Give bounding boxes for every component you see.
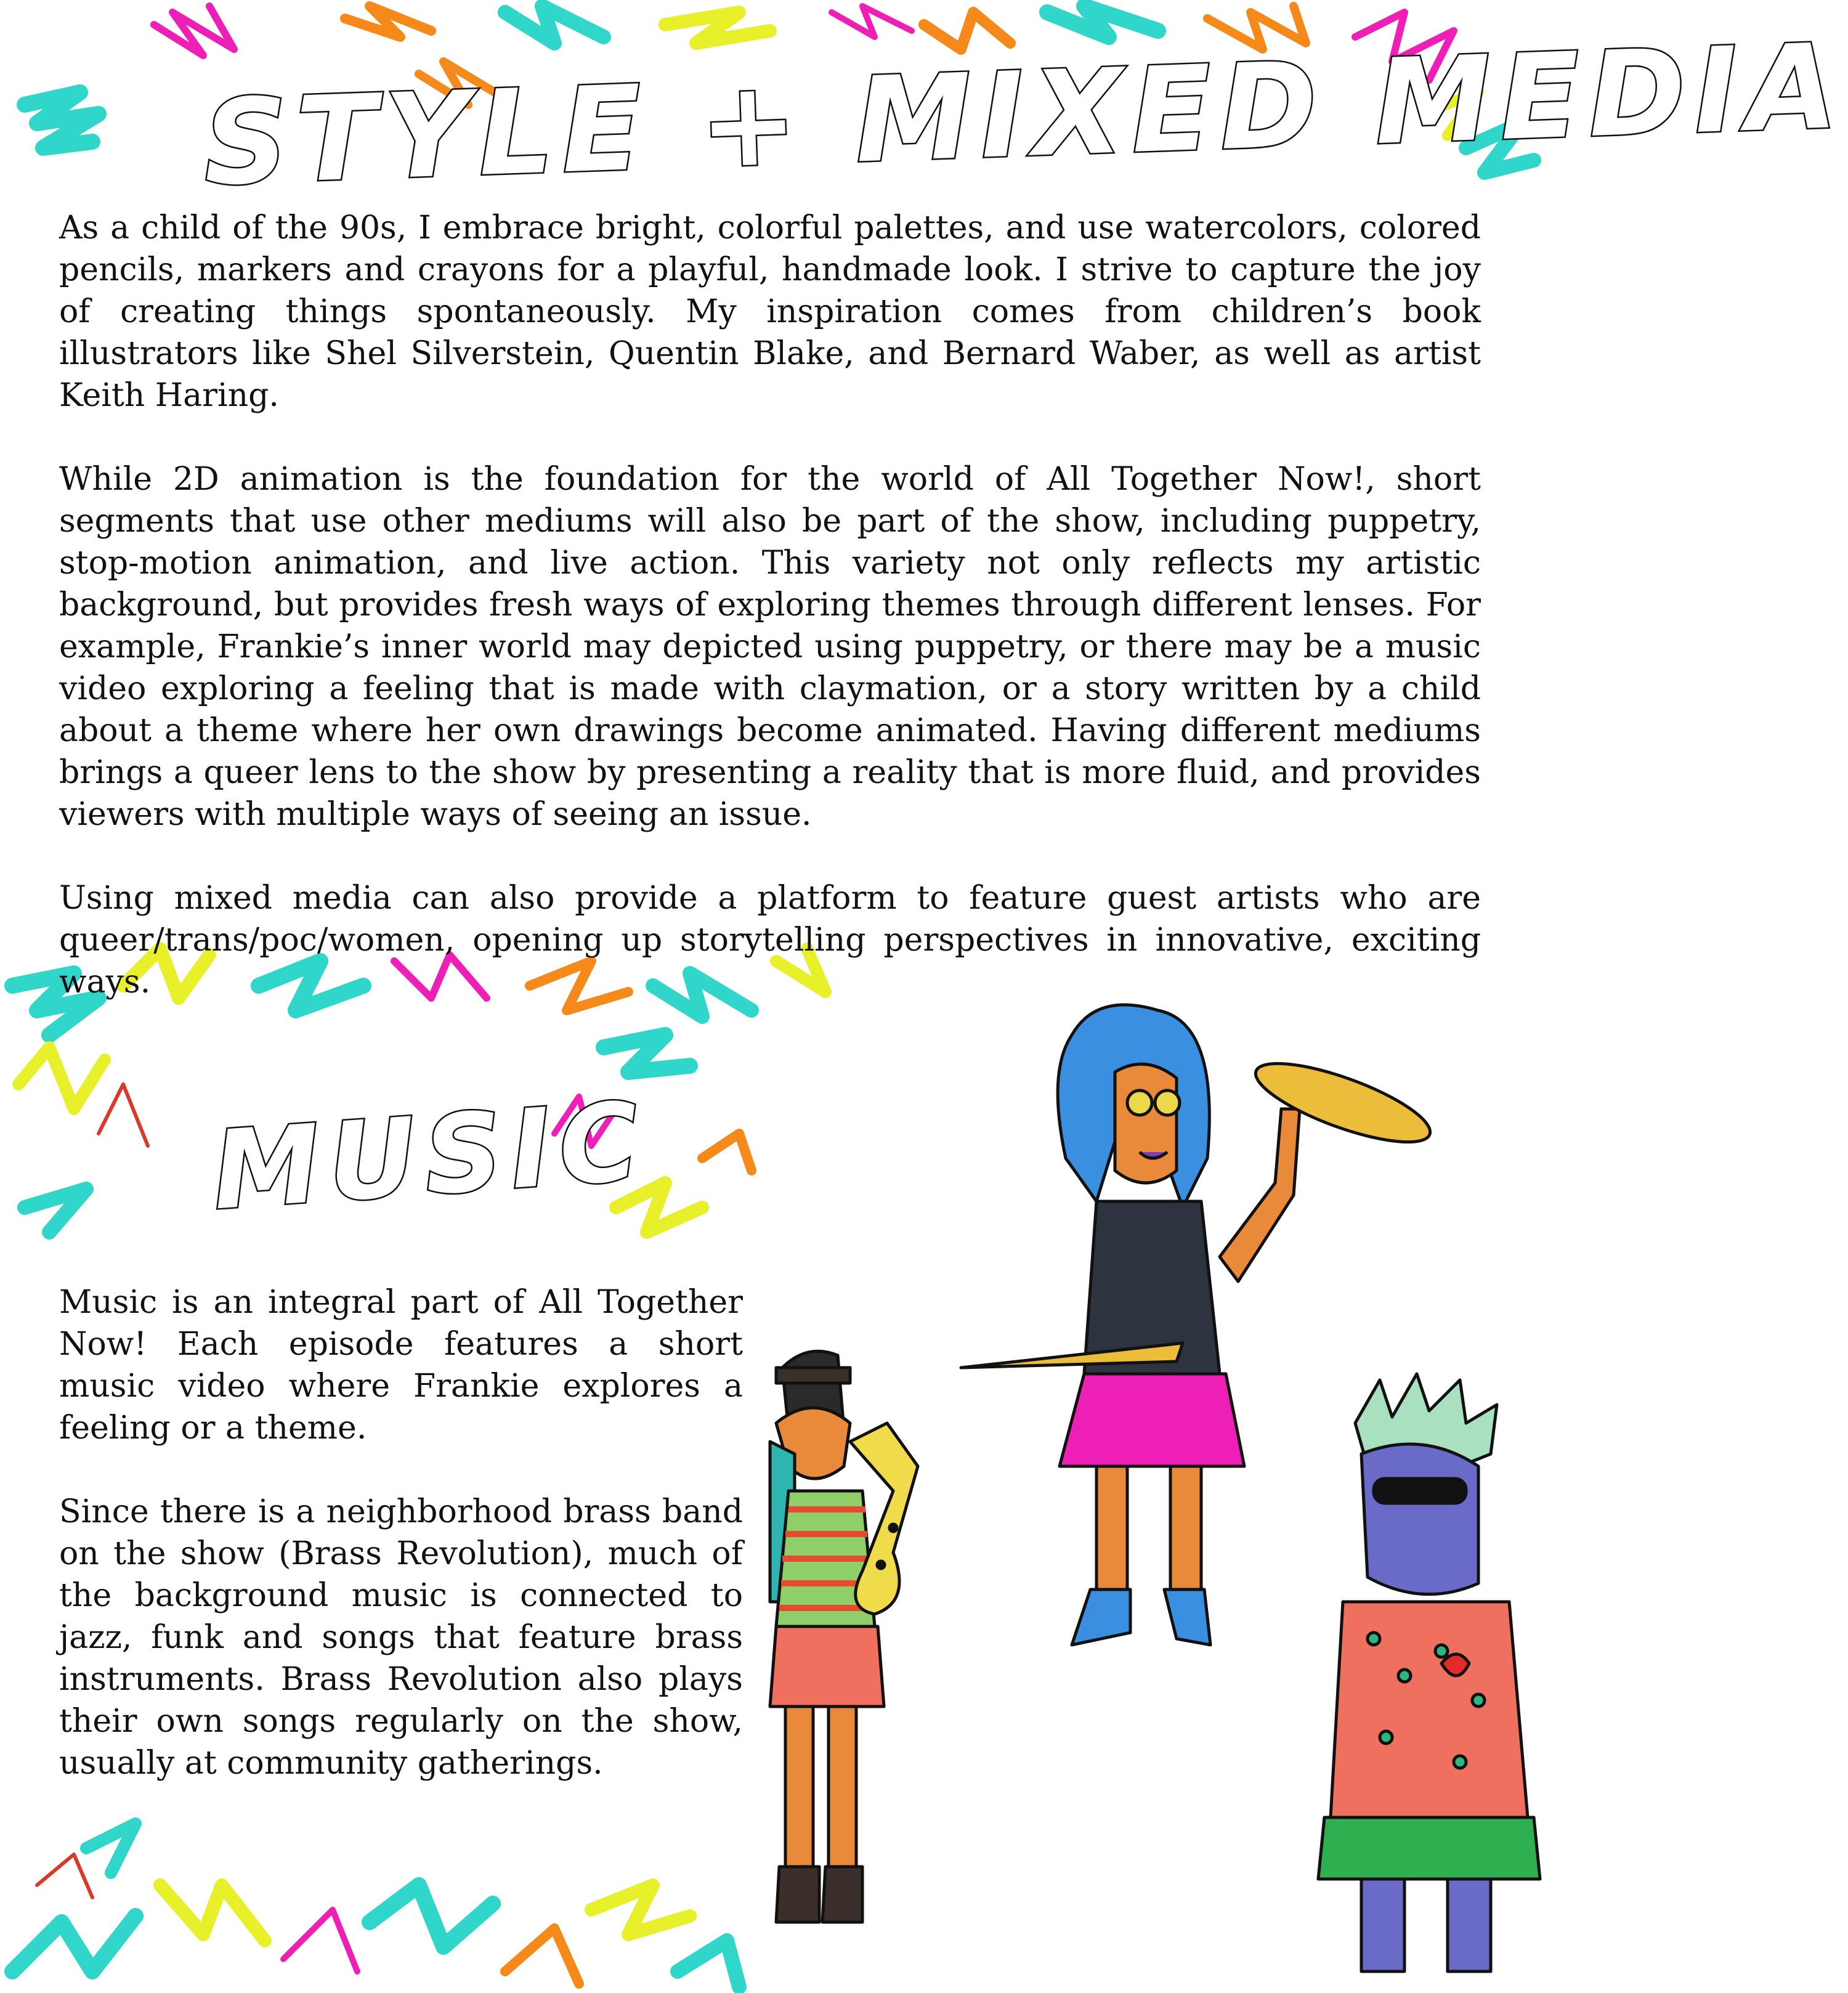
music-paragraph-2: Since there is a neighborhood brass band on the show (Brass Revolution), much of the background music is connected to jazz, funk and songs that feature brass instruments. Brass Revolution also plays their own songs regularly on the show, usually at community gatherings.: [59, 1493, 743, 1782]
style-paragraph-1: As a child of the 90s, I embrace bright, colorful palettes, and use watercolors, colored pencils, markers and crayons for a playful, handmade look. I strive to capture the joy of creating things spontaneously. My inspiration comes from children’s book illustrators like Shel Silverstein, Quentin Blake, and Bernard Waber, as well as artist Keith Haring.: [59, 209, 1481, 414]
style-mixed-media-title: STYLE + MIXED MEDIA: [201, 18, 1848, 212]
music-body: [59, 1281, 743, 1784]
spiky-hair-figure: [1318, 1374, 1540, 1971]
music-title: MUSIC: [208, 1079, 652, 1235]
saxophone-player-figure: [770, 1351, 918, 1922]
style-mixed-media-body: [59, 207, 1481, 1003]
style-paragraph-3: Using mixed media can also provide a platform to feature guest artists who are queer/trans/poc/women, opening up storytelling perspectives in innovative, exciting ways.: [59, 880, 1481, 1001]
style-paragraph-2: While 2D animation is the foundation for the world of All Together Now!, short segments that use other mediums will also be part of the show, including puppetry, stop-motion animation, and live action. This variety not only reflects my artistic background, but provides fresh ways of exploring themes through different lenses. For example, Frankie’s inner world may depicted using puppetry, or there may be a music video exploring a feeling that is made with claymation, or a story written by a child about a theme where her own drawings become animated. Having different mediums brings a queer lens to the show by presenting a reality that is more fluid, and provides viewers with multiple ways of seeing an issue.: [59, 461, 1481, 833]
music-paragraph-1: Music is an integral part of All Together Now! Each episode features a short music video where Frankie explores a feeling or a theme.: [59, 1284, 743, 1447]
band-illustration: [752, 998, 1540, 1993]
